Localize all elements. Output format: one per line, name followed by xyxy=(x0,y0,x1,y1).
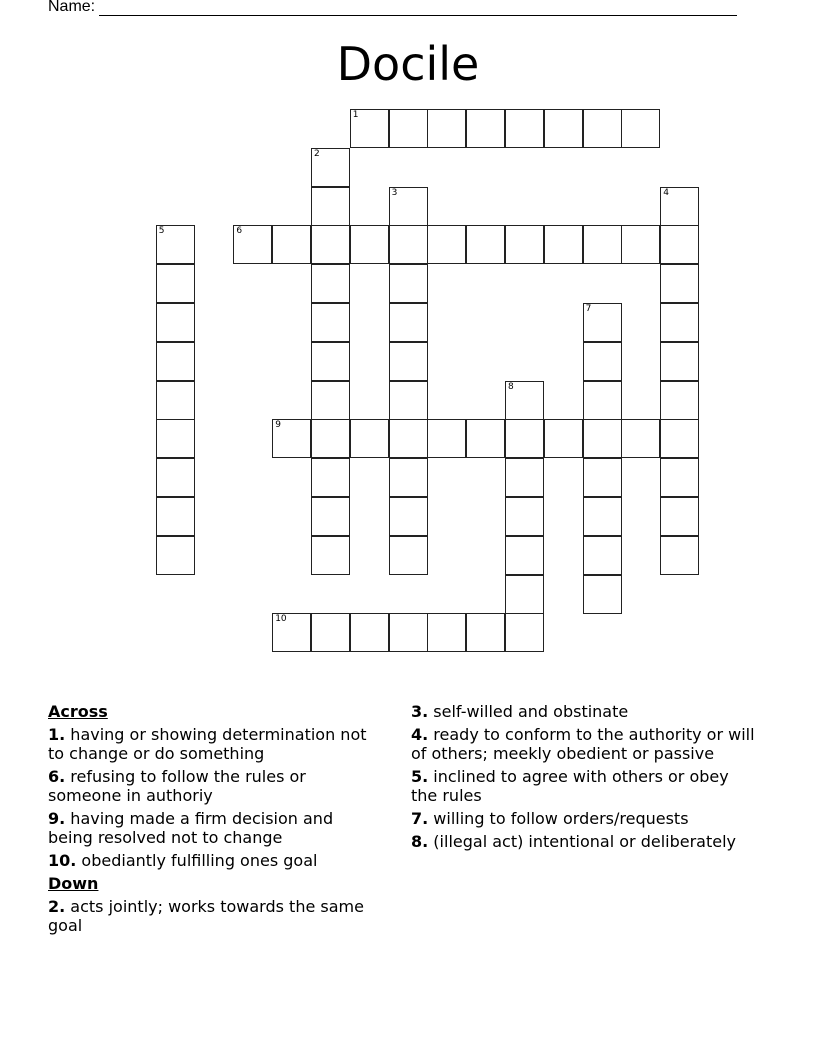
grid-cell[interactable] xyxy=(505,575,544,614)
clues-left-column xyxy=(48,702,378,939)
grid-cell[interactable] xyxy=(156,497,195,536)
grid-cell[interactable] xyxy=(544,109,583,148)
grid-cell[interactable] xyxy=(660,497,699,536)
grid-cell[interactable] xyxy=(311,419,350,458)
clue-item-number: 5. xyxy=(411,767,429,786)
grid-cell[interactable] xyxy=(311,458,350,497)
grid-cell[interactable] xyxy=(505,225,544,264)
grid-cell[interactable] xyxy=(583,419,622,458)
down-clue-list xyxy=(48,897,378,935)
clue-item xyxy=(411,767,756,805)
grid-cell[interactable] xyxy=(466,419,505,458)
clue-item-text: ready to conform to the authority or will of others; meekly obedient or passive xyxy=(411,725,755,763)
grid-cell[interactable] xyxy=(427,613,466,652)
grid-cell[interactable] xyxy=(660,419,699,458)
clue-item-number: 3. xyxy=(411,702,429,721)
grid-cell[interactable] xyxy=(621,109,660,148)
grid-cell[interactable] xyxy=(583,536,622,575)
clue-item xyxy=(411,725,756,763)
grid-cell[interactable] xyxy=(389,225,428,264)
grid-cell[interactable] xyxy=(389,536,428,575)
grid-cell[interactable] xyxy=(156,536,195,575)
grid-cell[interactable] xyxy=(272,225,311,264)
grid-cell[interactable] xyxy=(427,419,466,458)
grid-cell[interactable] xyxy=(660,381,699,420)
grid-cell[interactable] xyxy=(156,419,195,458)
grid-cell[interactable] xyxy=(389,458,428,497)
name-label: Name: xyxy=(48,0,96,15)
clue-number: 9 xyxy=(275,420,281,431)
clue-item-text: self-willed and obstinate xyxy=(428,702,629,721)
grid-cell[interactable] xyxy=(544,419,583,458)
grid-cell[interactable] xyxy=(311,264,350,303)
grid-cell[interactable] xyxy=(350,225,389,264)
grid-cell[interactable] xyxy=(350,109,389,148)
grid-cell[interactable] xyxy=(389,419,428,458)
grid-cell[interactable] xyxy=(311,148,350,187)
clue-item xyxy=(48,725,378,763)
grid-cell[interactable] xyxy=(466,109,505,148)
clue-item-text: (illegal act) intentional or deliberately xyxy=(428,832,737,851)
clue-item-text: inclined to agree with others or obey the rules xyxy=(411,767,729,805)
grid-cell[interactable] xyxy=(505,419,544,458)
grid-cell[interactable] xyxy=(389,303,428,342)
grid-cell[interactable] xyxy=(311,225,350,264)
clue-number: 1 xyxy=(352,110,359,120)
grid-cell[interactable] xyxy=(660,536,699,575)
grid-cell[interactable] xyxy=(505,381,544,420)
clue-item-number: 8. xyxy=(411,832,429,851)
grid-cell[interactable] xyxy=(389,613,428,652)
clue-item-number: 6. xyxy=(48,767,66,786)
grid-cell[interactable] xyxy=(583,109,622,148)
grid-cell[interactable] xyxy=(505,613,544,652)
grid-cell[interactable] xyxy=(660,187,699,226)
clue-number: 5 xyxy=(158,226,165,237)
clue-number: 2 xyxy=(314,148,320,159)
grid-cell[interactable] xyxy=(583,458,622,497)
grid-cell[interactable] xyxy=(311,342,350,381)
grid-cell[interactable] xyxy=(660,225,699,264)
grid-cell[interactable] xyxy=(272,613,311,652)
clue-item-number: 1. xyxy=(48,725,66,744)
clue-item-text: having or showing determination not to change or do something xyxy=(48,725,367,763)
grid-cell[interactable] xyxy=(156,381,195,420)
grid-cell[interactable] xyxy=(466,613,505,652)
grid-cell[interactable] xyxy=(583,225,622,264)
grid-cell[interactable] xyxy=(621,225,660,264)
clue-item-number: 4. xyxy=(411,725,429,744)
grid-cell[interactable] xyxy=(311,381,350,420)
clue-item xyxy=(48,851,378,870)
grid-cell[interactable] xyxy=(311,536,350,575)
grid-cell[interactable] xyxy=(544,225,583,264)
clue-item xyxy=(411,832,756,851)
grid-cell[interactable] xyxy=(350,419,389,458)
grid-cell[interactable] xyxy=(583,497,622,536)
clue-item-number: 7. xyxy=(411,809,429,828)
grid-cell[interactable] xyxy=(583,381,622,420)
clue-item xyxy=(411,809,756,828)
grid-cell[interactable] xyxy=(311,497,350,536)
clue-item-text: obediantly fulfilling ones goal xyxy=(76,851,318,870)
clues-right-column xyxy=(411,702,756,855)
grid-cell[interactable] xyxy=(156,264,195,303)
clue-number: 4 xyxy=(663,187,669,198)
grid-cell[interactable] xyxy=(389,342,428,381)
clue-number: 8 xyxy=(508,381,514,392)
grid-cell[interactable] xyxy=(350,613,389,652)
clue-number: 10 xyxy=(275,614,287,625)
grid-cell[interactable] xyxy=(156,303,195,342)
grid-cell[interactable] xyxy=(660,342,699,381)
grid-cell[interactable] xyxy=(156,458,195,497)
grid-cell[interactable] xyxy=(389,187,428,226)
clue-number: 3 xyxy=(391,187,398,198)
grid-cell[interactable] xyxy=(389,497,428,536)
clue-item xyxy=(411,702,756,721)
grid-cell[interactable] xyxy=(427,109,466,148)
grid-cell[interactable] xyxy=(621,419,660,458)
grid-cell[interactable] xyxy=(660,303,699,342)
clue-item-text: willing to follow orders/requests xyxy=(428,809,689,828)
grid-cell[interactable] xyxy=(505,536,544,575)
clue-item-number: 9. xyxy=(48,809,66,828)
clue-number: 6 xyxy=(236,226,243,237)
grid-cell[interactable] xyxy=(505,458,544,497)
clue-number: 7 xyxy=(585,304,592,314)
grid-cell[interactable] xyxy=(505,109,544,148)
grid-cell[interactable] xyxy=(583,342,622,381)
clue-item-number: 10. xyxy=(48,851,77,870)
grid-cell[interactable] xyxy=(156,342,195,381)
grid-cell[interactable] xyxy=(389,109,428,148)
clue-item-text: having made a firm decision and being resolved not to change xyxy=(48,809,334,847)
clue-item xyxy=(48,809,378,847)
grid-cell[interactable] xyxy=(311,187,350,226)
clue-item-text: refusing to follow the rules or someone in authoriy xyxy=(48,767,306,805)
grid-cell[interactable] xyxy=(389,381,428,420)
grid-cell[interactable] xyxy=(272,419,311,458)
page-title: Docile xyxy=(336,37,480,91)
clue-item xyxy=(48,897,378,935)
grid-cell[interactable] xyxy=(156,225,195,264)
down-heading: Down xyxy=(48,874,99,893)
across-clue-list xyxy=(48,725,378,870)
grid-cell[interactable] xyxy=(389,264,428,303)
clue-item-number: 2. xyxy=(48,897,66,916)
grid-cell[interactable] xyxy=(505,497,544,536)
grid-cell[interactable] xyxy=(660,264,699,303)
across-heading: Across xyxy=(48,702,108,721)
down-clue-list-continued xyxy=(411,702,756,851)
grid-cell[interactable] xyxy=(583,575,622,614)
grid-cell[interactable] xyxy=(427,225,466,264)
grid-cell[interactable] xyxy=(311,613,350,652)
clue-item-text: acts jointly; works towards the same goal xyxy=(48,897,364,935)
grid-cell[interactable] xyxy=(660,458,699,497)
grid-cell[interactable] xyxy=(311,303,350,342)
grid-cell[interactable] xyxy=(233,225,272,264)
clue-item xyxy=(48,767,378,805)
grid-cell[interactable] xyxy=(583,303,622,342)
grid-cell[interactable] xyxy=(466,225,505,264)
